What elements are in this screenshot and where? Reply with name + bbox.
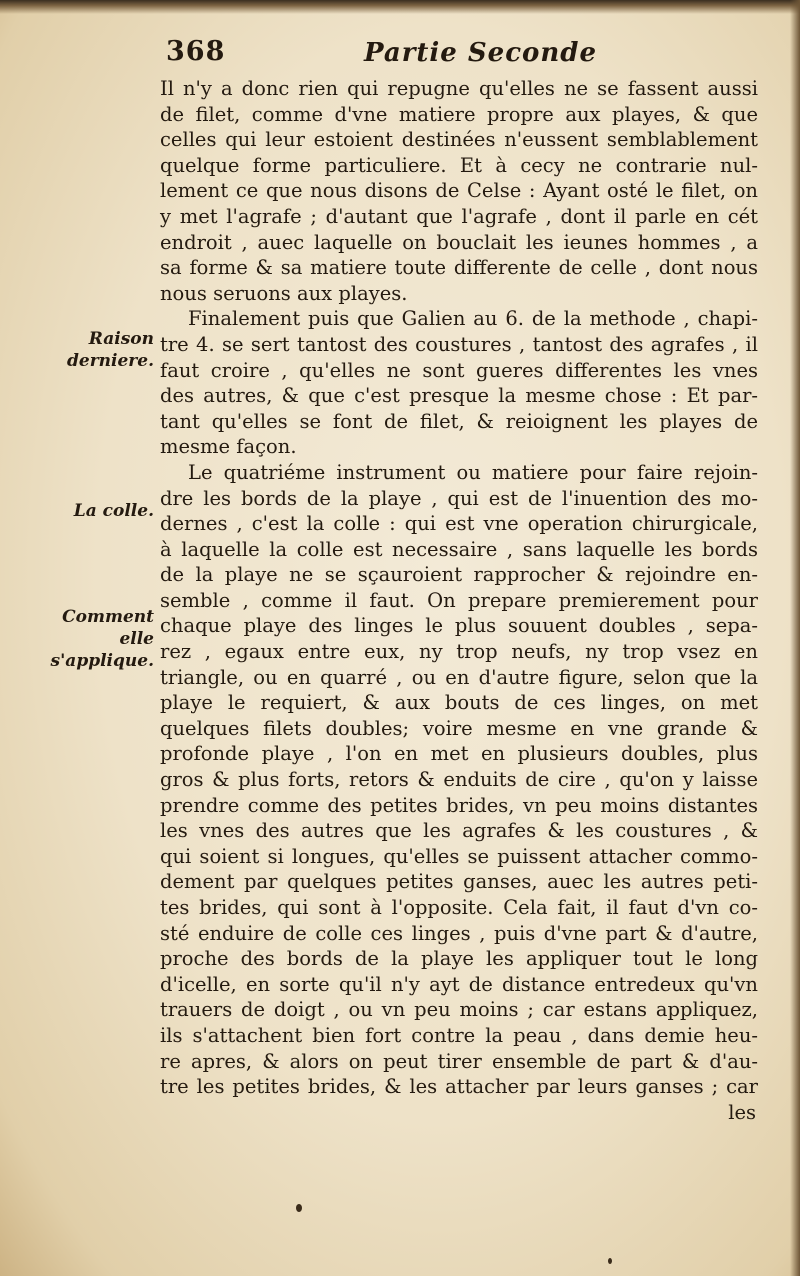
text-line: lement ce que nous disons de Celse : Ayant osté le filet, on [160,179,758,203]
catchword: les [728,1100,756,1124]
text-line: des autres, & que c'est presque la mesme chose : Et par- [160,384,758,408]
text-line: tre les petites brides, & les attacher par leurs ganses ; car [160,1075,758,1099]
text-line: playe le requiert, & aux bouts de ces linges, on met [160,691,758,715]
ink-spot [296,1204,302,1212]
text-line: à laquelle la colle est necessaire , sans laquelle les bords [160,537,758,561]
text-line: rez , egaux entre eux, ny trop neufs, ny trop vsez en [160,640,758,664]
text-line: triangle, ou en quarré , ou en d'autre figure, selon que la [160,665,758,689]
text-line: tes brides, qui sont à l'opposite. Cela fait, il faut d'vn co- [160,896,758,919]
text-line: faut croire , qu'elles ne sont gueres differentes les vnes [160,358,758,382]
text-line: nous seruons aux playes. [160,281,408,305]
text-line: sté enduire de colle ces linges , puis d'vne part & d'autre, [160,921,758,945]
text-line: les vnes des autres que les agrafes & les coustures , & [160,819,758,843]
text-line: dernes , c'est la colle : qui est vne operation chirurgicale, [160,512,758,536]
ink-spot [608,1258,612,1264]
text-line: tre 4. se sert tantost des coustures , tantost des agrafes , il [160,332,758,356]
text-line: tant qu'elles se font de filet, & reioignent les playes de [160,409,758,433]
sidenote-comment-elle-s-applique: Comment elle s'applique. [50,607,154,671]
text-line: mesme façon. [160,435,297,459]
text-line: Finalement puis que Galien au 6. de la methode , chapi- [188,307,758,331]
text-line: dre les bords de la playe , qui est de l'inuention des mo- [160,486,758,510]
text-line: qui soient si longues, qu'elles se puissent attacher commo- [160,844,758,868]
text-line: Le quatriéme instrument ou matiere pour faire rejoin- [188,460,758,484]
text-line: celles qui leur estoient destinées n'eussent semblablement [160,128,758,152]
sidenote-la-colle: La colle. [73,501,154,521]
text-line: Il n'y a donc rien qui repugne qu'elles ne se fassent aussi [160,77,758,100]
text-line: gros & plus forts, retors & enduits de cire , qu'on y laisse [160,768,758,792]
running-head: Partie Seconde [364,38,597,68]
text-line: quelques filets doubles; voire mesme en vne grande & [160,716,758,740]
text-line: trauers de doigt , ou vn peu moins ; car estans appliquez, [160,998,758,1022]
text-line: dement par quelques petites ganses, auec les autres peti- [160,870,758,894]
text-line: d'icelle, en sorte qu'il n'y ayt de distance entredeux qu'vn [160,972,758,996]
text-line: re apres, & alors on peut tirer ensemble de part & d'au- [160,1049,758,1073]
text-line: de filet, comme d'vne matiere propre aux playes, & que [160,102,758,126]
body-text [160,76,758,1125]
text-line: sa forme & sa matiere toute differente de celle , dont nous [160,256,758,280]
text-line: proche des bords de la playe les appliquer tout le long [160,947,758,971]
page-header [166,36,756,74]
text-line: profonde playe , l'on en met en plusieurs doubles, plus [160,742,758,766]
sidenote-raison-derniere: Raison derniere. [67,329,154,371]
text-line: quelque forme particuliere. Et à cecy ne contrarie nul- [160,153,758,177]
text-line: ils s'attachent bien fort contre la peau , dans demie heu- [160,1023,758,1047]
text-line: chaque playe des linges le plus souuent doubles , sepa- [160,614,758,638]
text-line: endroit , auec laquelle on bouclait les ieunes hommes , a [160,230,758,254]
text-line: prendre comme des petites brides, vn peu moins distantes [160,793,758,817]
text-line: de la playe ne se sçauroient rapprocher & rejoindre en- [160,563,758,587]
text-line: semble , comme il faut. On prepare premierement pour [160,588,758,612]
text-line: y met l'agrafe ; d'autant que l'agrafe , dont il parle en cét [160,204,758,228]
page-number: 368 [166,36,226,67]
